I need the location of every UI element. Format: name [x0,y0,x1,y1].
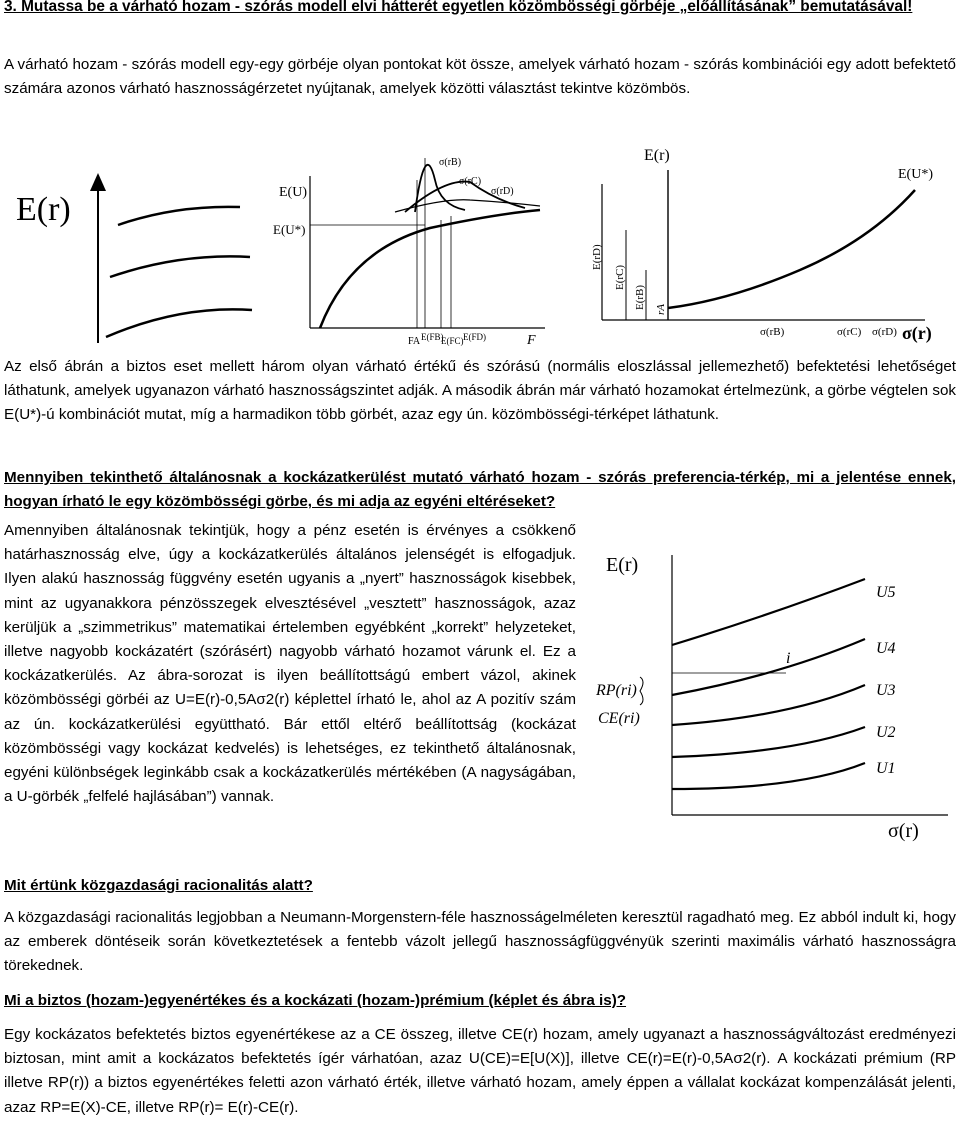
fig2-sigma-d: σ(rD) [491,186,514,197]
figure-4-indifference-map [590,535,955,845]
figure-2-utility [265,150,555,350]
question-rationality: Mit értünk közgazdasági racionalitás alatt? [4,877,313,894]
fig4-label-u1: U1 [876,760,896,777]
fig2-sigma-c: σ(rC) [459,176,482,187]
fig4-label-u2: U2 [876,724,896,741]
fig4-label-u5: U5 [876,584,896,601]
fig2-sigma-b: σ(rB) [439,157,462,168]
fig2-x-efd: E(FD) [463,332,486,342]
fig4-ce-label: CE(ri) [598,710,640,727]
fig2-x-f: F [527,333,536,348]
fig2-x-fa: FA [408,336,421,347]
fig3-y-tick-a: rA [655,304,667,315]
fig3-x-tick-b: σ(rB) [760,326,785,338]
fig4-curve-u3 [672,685,865,725]
fig4-brace-rp [640,677,643,705]
fig3-y-tick-d: E(rD) [591,244,603,270]
fig1-curve-middle [110,256,250,277]
fig1-y-label: E(r) [16,191,71,228]
paragraph-figures-explanation: Az első ábrán a biztos eset mellett három olyan várható értékű és szórású (normális eloszlással jellemezhető) befektetési lehetőséget láthatunk, amelyek ugyanazon várható hasznosságszintet adják. A második ábrán már várható hozamokat értelmezünk, a görbe végtelen sok E(U*)-ú kombinációt mutat, míg a harmadikon több görbét, azaz egy ún. közömbösségi-térképet láthatunk. [4,358,956,424]
figure-3-indifference-curve [580,140,955,350]
fig1-y-arrow [90,173,106,191]
fig1-curve-top [118,207,240,225]
fig2-eustar-label: E(U*) [273,222,306,237]
fig3-curve [668,190,915,308]
fig4-point-label: i [786,650,791,667]
fig4-x-label: σ(r) [888,820,919,842]
question-certainty-equivalent: Mi a biztos (hozam-)egyenértékes és a kockázati (hozam-)prémium (képlet és ábra is)? [4,992,627,1009]
fig3-x-tick-d: σ(rD) [872,326,897,338]
section-heading: 3. Mutassa be a várható hozam - szórás modell elvi hátterét egyetlen közömbösségi görbéje „előállításának” bemutatásával! [4,0,913,15]
fig4-curve-u1 [672,763,865,789]
figure-1-curves [0,165,260,350]
fig4-y-label: E(r) [606,554,639,576]
fig2-eu-label: E(U) [279,185,307,200]
fig2-utility-curve [320,210,540,328]
paragraph-certainty-equivalent: Egy kockázatos befektetés biztos egyenértékese az a CE összeg, illetve CE(r) hozam, amely ugyanazt a hasznosságváltozást eredményezi biztosan, mint amit a kockázatos befektetés ígér várhatóan, azaz U(CE)=E[U(X)], illetve CE(r)=E(r)-0,5Aσ2(r). A kockázati prémium (RP illetve RP(r)) a biztos egyenértékes feletti azon várható érték, illetve várható hozam, amely éppen a vállalat kockázat kompenzálását jelenti, azaz RP=E(X)-CE, illetve RP(r)= E(r)-CE(r). [4,1026,956,1116]
fig3-y-tick-b: E(rB) [634,284,646,310]
fig4-curve-u4 [672,639,865,695]
fig2-x-efb: E(FB) [421,332,444,342]
paragraph-rationality: A közgazdasági racionalitás legjobban a Neumann-Morgenstern-féle hasznosságelméleten keresztül ragadható meg. Ez abból indult ki, hogy az emberek döntéseik során következtetések a fentebb vázolt jellegű hasznosságfüggvényük szerinti maximális várható hasznosságra törekednek. [4,909,956,975]
fig3-y-label: E(r) [644,147,670,164]
intro-paragraph: A várható hozam - szórás modell egy-egy görbéje olyan pontokat köt össze, amelyek várható hozam - szórás kombinációi egy adott befektető számára azonos várható hasznosságérzetet nyújtanak, amelyek közötti választást tekintve közömbös. [4,56,956,98]
question-preference-map: Mennyiben tekinthető általánosnak a kockázatkerülést mutató várható hozam - szórás preferencia-térkép, mi a jelentése ennek, hogyan írható le egy közömbösségi görbe, és mi adja az egyéni eltéréseket? [4,469,956,511]
fig4-curve-u5 [672,579,865,645]
fig3-x-label: σ(r) [902,323,932,343]
fig4-rp-label: RP(ri) [596,682,637,699]
fig3-y-tick-c: E(rC) [614,264,626,290]
fig3-curve-label: E(U*) [898,167,933,182]
paragraph-risk-aversion: Amennyiben általánosnak tekintjük, hogy a pénz esetén is érvényes a csökkenő határhasznosság elve, úgy a kockázatkerülés általános jelenségét is elfogadjuk. Ilyen alakú hasznosság függvény esetén ugyanis a „nyert” hasznosságok kisebbek, mint az ugyanakkora pénzösszegek elvesztésével „vesztett” hasznosságok, azaz kerüljük a „szimmetrikus” matematikai értelemben egyébként „korrekt” helyzeteket, illetve nagyobb kockázatért (szórásért) nagyobb várható hozamot várunk el. Ez a kockázatkerülés. Az ábra-sorozat is ilyen beállítottságú embert vázol, akinek közömbösségi görbéi az U=E(r)-0,5Aσ2(r) képlettel írható le, ahol az A pozitív szám az ún. kockázatkerülési együttható. Bár ettől eltérő beállítottság (kockázat közömbösségi vagy kockázat kedvelés) is lehetséges, ez tekinthető általánosnak, egyéni különbségek leginkább csak a kockázatkerülés mértékében (A nagyságában, a U-görbék „felfelé hajlásában”) vannak. [4,522,576,806]
fig3-x-tick-c: σ(rC) [837,326,862,338]
fig1-curve-bottom [106,309,252,337]
fig4-curve-u2 [672,727,865,757]
fig2-x-efc: E(FC) [441,336,464,346]
fig4-label-u3: U3 [876,682,896,699]
fig4-label-u4: U4 [876,640,896,657]
